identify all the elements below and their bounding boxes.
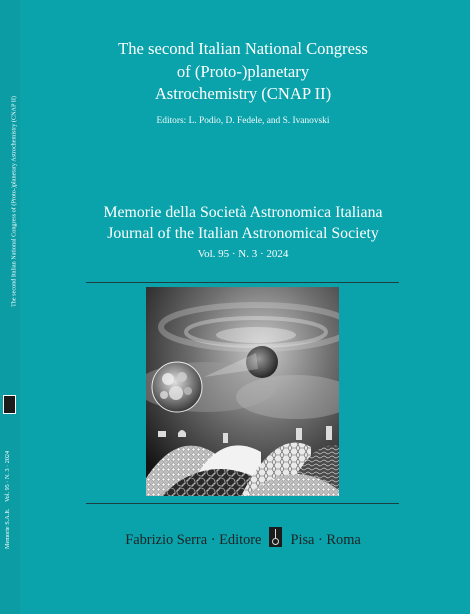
publisher-logo-icon [269, 527, 282, 547]
cover-artwork [146, 287, 339, 496]
publisher-line [88, 530, 398, 550]
cover-title-line-3: Astrochemistry (CNAP II) [154, 84, 332, 103]
top-divider [86, 282, 399, 283]
editors-line: Editors: L. Podio, D. Fedele, and S. Ivanovski [156, 116, 330, 126]
cover-title [88, 38, 398, 106]
volume-info: Vol. 95 · N. 3 · 2024 [197, 248, 289, 260]
journal-name-english: Journal of the Italian Astronomical Society [107, 225, 379, 242]
cover-artwork-illustration [146, 287, 339, 496]
cover-title-line-1: The second Italian National Congress [118, 39, 368, 58]
spine-journal-abbr: Memorie S.A.It. [4, 508, 11, 549]
publisher-cities: Pisa · Roma [290, 531, 361, 548]
spine [0, 0, 20, 614]
spine-volume-info: Vol. 95 · N. 3 · 2024 [4, 451, 11, 503]
spine-title: The second Italian National Congress of (Proto-)planetary Astrochemistry (CNAP II) [10, 96, 18, 307]
cover-title-line-2: of (Proto-)planetary [176, 61, 310, 81]
publisher-name: Fabrizio Serra · Editore [125, 531, 262, 548]
spine-journal-info [4, 425, 11, 549]
bottom-divider [86, 503, 399, 504]
journal-name-italian: Memorie della Società Astronomica Italiana [103, 204, 383, 221]
spine-publisher-logo-icon [3, 395, 16, 414]
